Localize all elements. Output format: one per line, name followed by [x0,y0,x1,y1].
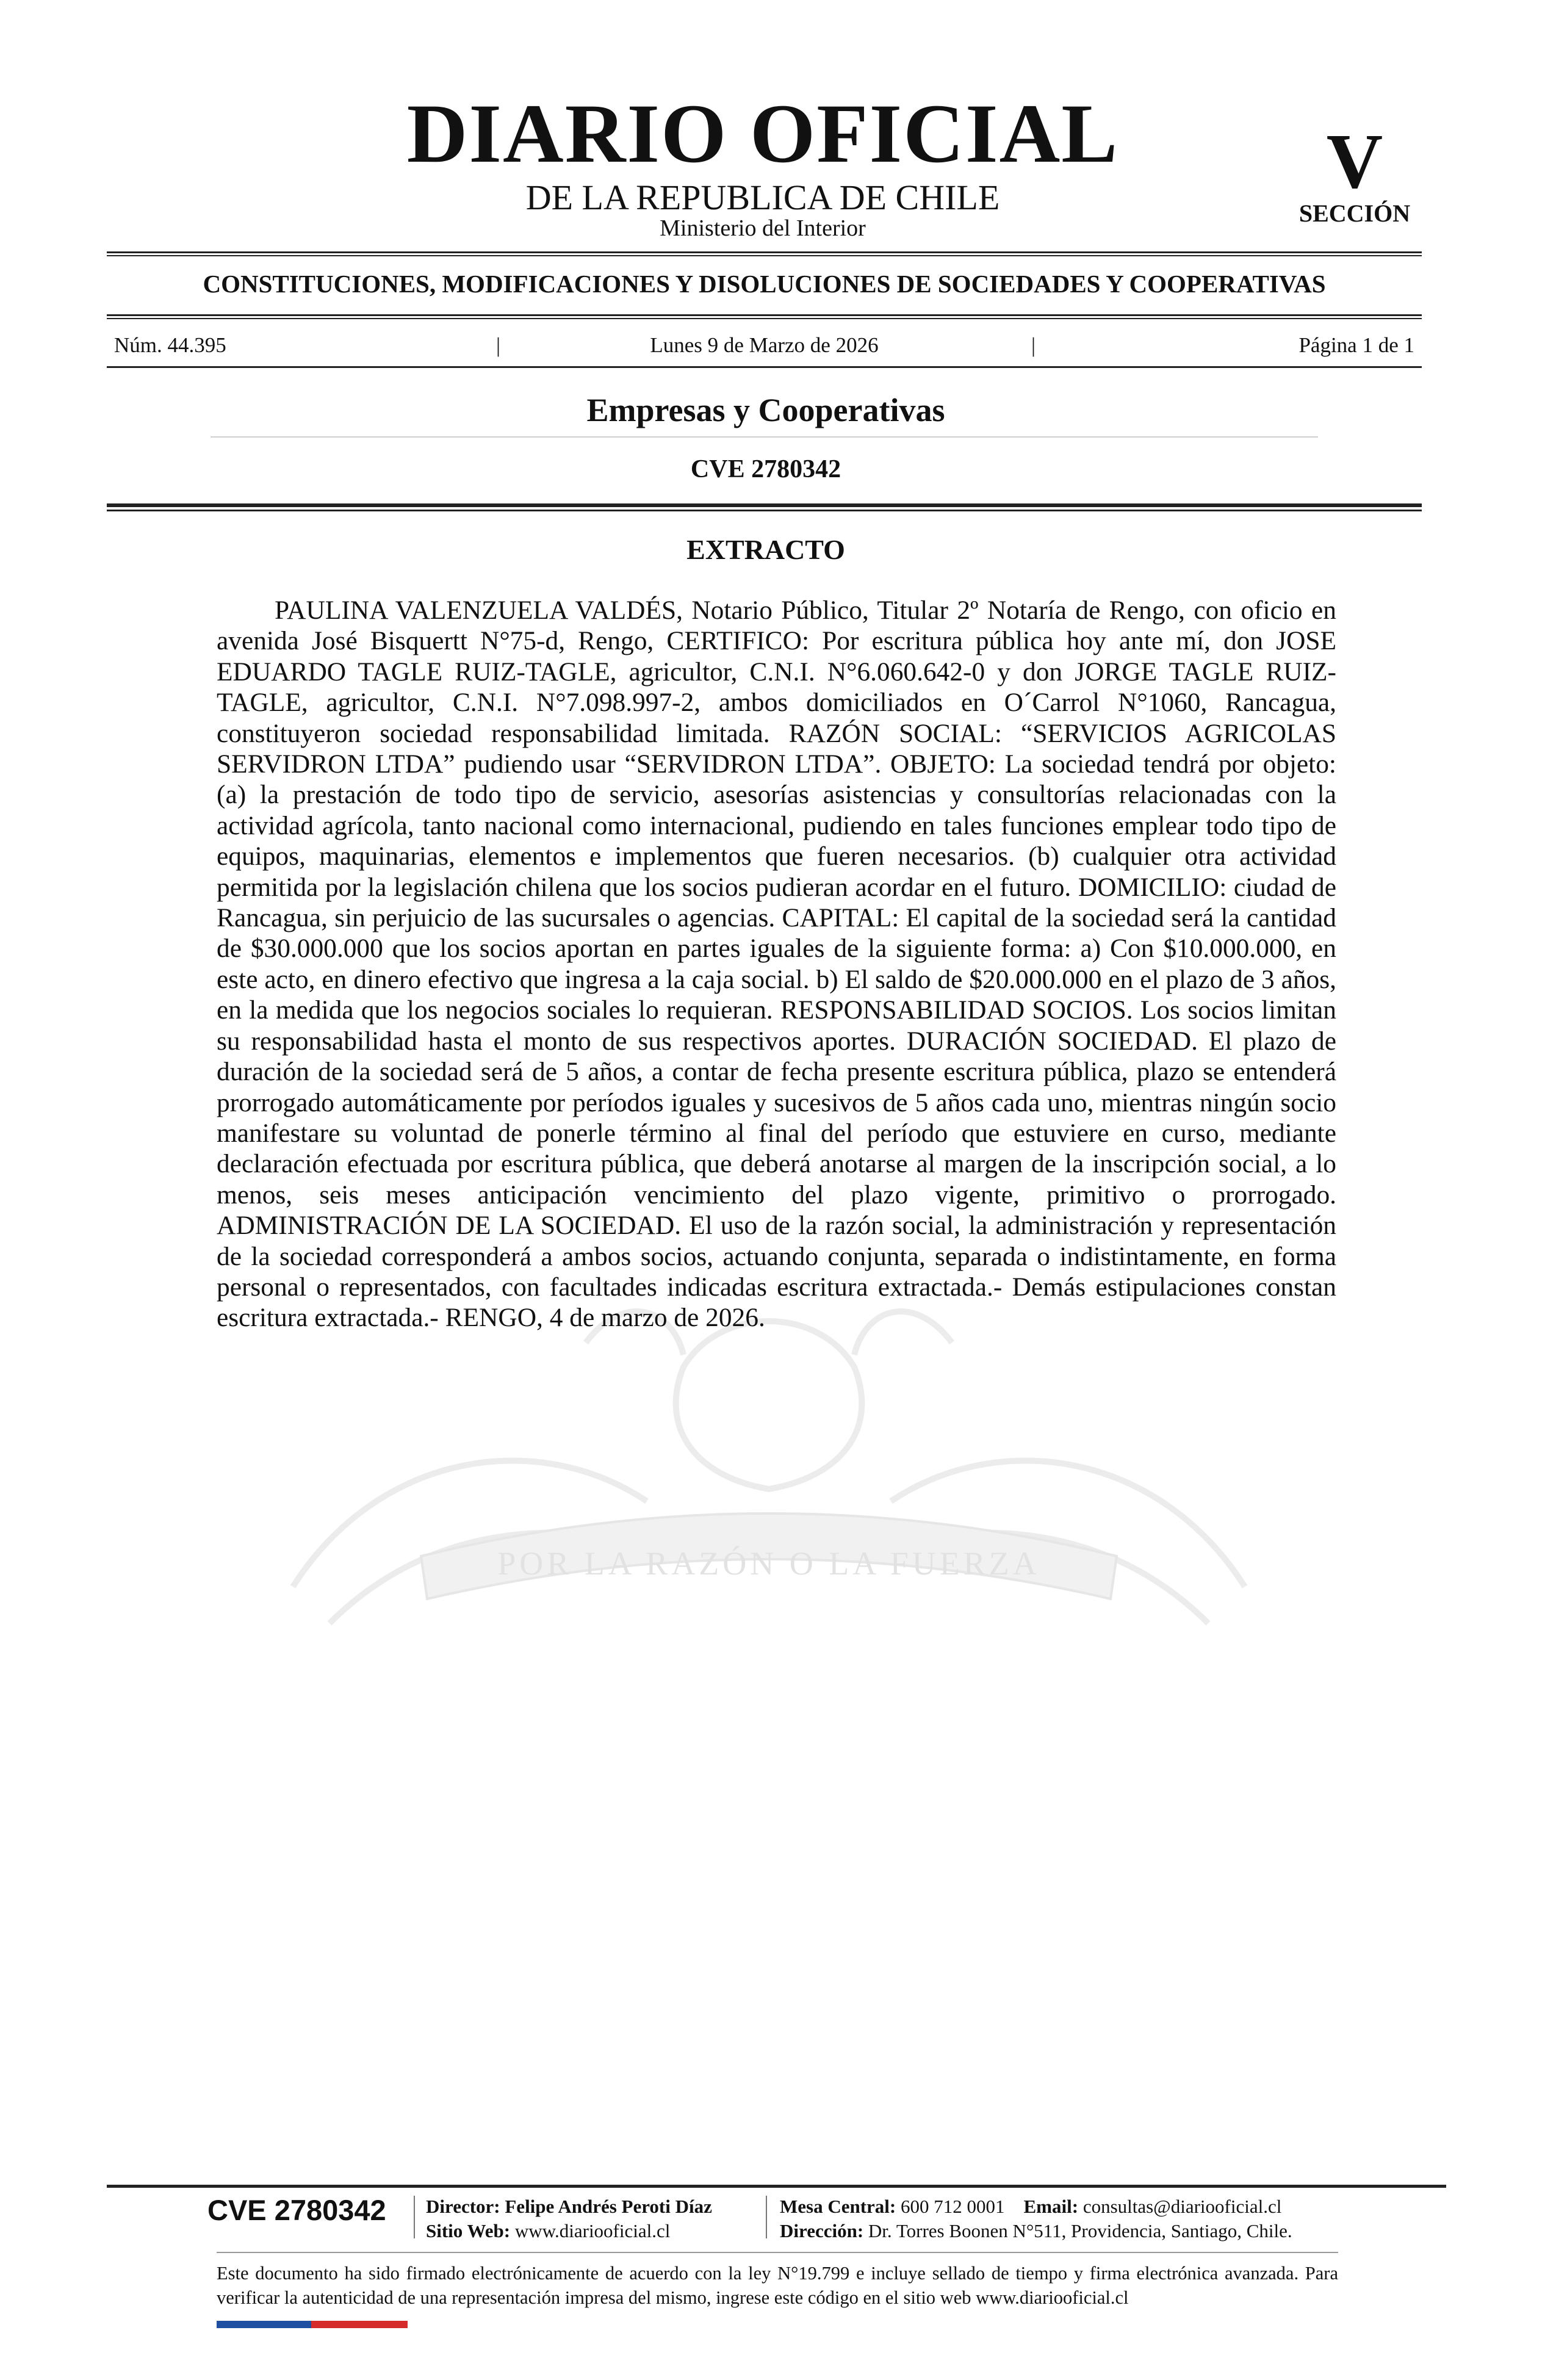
issue-date: Lunes 9 de Marzo de 2026 [650,333,879,357]
meta-separator-2: | [1031,333,1036,357]
email-label: Email: [1023,2196,1079,2217]
footer-director-column [426,2194,712,2243]
mesa-phone: 600 712 0001 [901,2196,1005,2217]
content-rule-1 [107,503,1422,507]
footer-web-line [426,2219,712,2243]
address-value: Dr. Torres Boonen N°511, Providencia, Santiago, Chile. [868,2220,1292,2241]
mesa-label: Mesa Central: [780,2196,896,2217]
section-label: SECCIÓN [1298,200,1411,227]
top-rule-2 [107,255,1422,256]
footer-rule [107,2185,1446,2188]
category-rule-1 [107,314,1422,316]
director-name: Felipe Andrés Peroti Díaz [505,2196,712,2217]
content-rule-2 [107,510,1422,511]
document-cve: CVE 2780342 [690,455,841,483]
footer-separator-1 [414,2196,415,2238]
address-label: Dirección: [780,2220,864,2241]
director-label: Director: [426,2196,500,2217]
footer-director-line [426,2194,712,2219]
section-divider [211,436,1318,438]
footer-separator-2 [766,2196,767,2238]
extract-body: PAULINA VALENZUELA VALDÉS, Notario Público, Titular 2º Notaría de Rengo, con oficio en avenida José Bisquertt N°75-d, Rengo, CERTIFICO: Por escritura pública hoy ante mí, don JOSE EDUARDO TAGLE RUIZ-TAGLE, agricultor, C.N.I. N°6.060.642-0 y don JORGE TAGLE RUIZ-TAGLE, agricultor, C.N.I. N°7.098.997-2, ambos domiciliados en O´Carrol N°1060, Rancagua, constituyeron sociedad responsabilidad limitada. RAZÓN SOCIAL: “SERVICIOS AGRICOLAS SERVIDRON LTDA” pudiendo usar “SERVIDRON LTDA”. OBJETO: La sociedad tendrá por objeto: (a) la prestación de todo tipo de servicio, asesorías asistencias y consultorías relacionadas con la actividad agrícola, tanto nacional como internacional, pudiendo en tales funciones emplear todo tipo de equipos, maquinarias, elementos e implementos que fueren necesarios. (b) cualquier otra actividad permitida por la legislación chilena que los socios pudieran acordar en el futuro. DOMICILIO: ciudad de Rancagua, sin perjuicio de las sucursales o agencias. CAPITAL: El capital de la sociedad será la cantidad de $30.000.000 que los socios aportan en partes iguales de la siguiente forma: a) Con $10.000.000, en este acto, en dinero efectivo que ingresa a la caja social. b) El saldo de $20.000.000 en el plazo de 3 años, en la medida que los negocios sociales lo requieran. RESPONSABILIDAD SOCIOS. Los socios limitan su responsabilidad hasta el monto de sus respectivos aportes. DURACIÓN SOCIEDAD. El plazo de duración de la sociedad será de 5 años, a contar de fecha presente escritura pública, plazo se entenderá prorrogado automáticamente por períodos iguales y sucesivos de 5 años cada uno, mientras ningún socio manifestare su voluntad de ponerle término al final del período que estuviere en curso, mediante declaración efectuada por escritura pública, que deberá anotarse al margen de la inscripción social, a lo menos, seis meses anticipación vencimiento del plazo vigente, primitivo o prorrogado. ADMINISTRACIÓN DE LA SOCIEDAD. El uso de la razón social, la administración y representación de la sociedad corresponderá a ambos socios, actuando conjunta, separada o indistintamente, en forma personal o representados, con facultades indicadas escritura extractada.- Demás estipulaciones constan escritura extractada.- RENGO, 4 de marzo de 2026. [217,596,1336,1333]
extract-heading: EXTRACTO [686,534,845,565]
masthead-ministry: Ministerio del Interior [660,215,866,241]
flag-stripe-red [311,2321,408,2328]
meta-separator-1: | [496,333,501,357]
watermark-motto: POR LA RAZÓN O LA FUERZA [497,1545,1040,1582]
masthead-subtitle: DE LA REPUBLICA DE CHILE [525,178,1000,217]
web-label: Sitio Web: [426,2220,511,2241]
footer-cve: CVE 2780342 [207,2194,386,2226]
footer-contact-line [780,2194,1292,2219]
top-rule-1 [107,251,1422,253]
footer-address-line [780,2219,1292,2243]
category-rule-2 [107,318,1422,319]
email-link[interactable]: consultas@diariooficial.cl [1082,2196,1282,2217]
section-number: V [1326,118,1383,204]
masthead-title: DIARIO OFICIAL [406,87,1119,180]
flag-stripe-blue [217,2321,311,2328]
footer-contact-column [780,2194,1292,2243]
category-title: CONSTITUCIONES, MODIFICACIONES Y DISOLUCIONES DE SOCIEDADES Y COOPERATIVAS [203,270,1326,298]
footer-divider [217,2252,1338,2253]
page-indicator: Página 1 de 1 [1298,333,1414,357]
issue-number: Núm. 44.395 [114,333,226,357]
website-link[interactable]: www.diariooficial.cl [514,2220,671,2241]
meta-rule [107,366,1422,368]
signature-note: Este documento ha sido firmado electrónicamente de acuerdo con la ley N°19.799 e incluye sellado de tiempo y firma electrónica avanzada. Para verificar la autenticidad de una representación impresa del mismo, ingrese este código en el sitio web www.diariooficial.cl [217,2263,1338,2308]
document-section-title: Empresas y Cooperativas [586,392,945,428]
